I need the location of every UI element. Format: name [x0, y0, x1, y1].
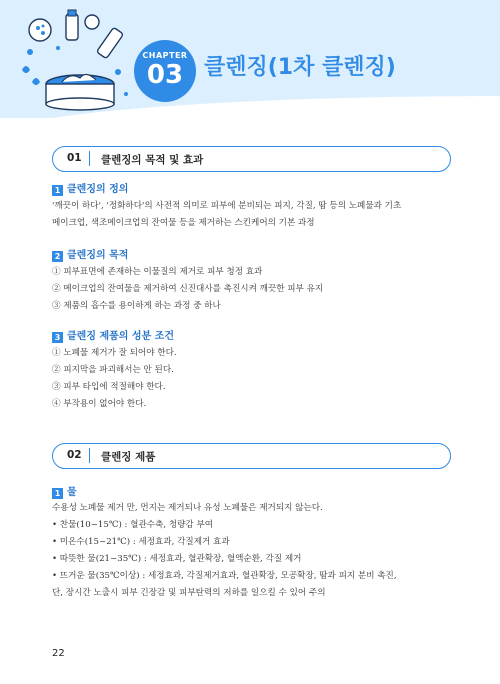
body-line: 메이크업, 색조메이크업의 잔여물 등을 제거하는 스킨케어의 기본 과정 — [52, 218, 315, 228]
list-item: ② 피지막을 파괴해서는 안 된다. — [52, 365, 174, 375]
list-item: • 뜨거운 물(35℃이상) : 세정효과, 각질제거효과, 혈관확장, 모공확장, 땀과 피지 분비 촉진, — [52, 571, 397, 581]
page-number: 22 — [52, 648, 65, 659]
chapter-title: 클렌징(1차 클렌징) — [204, 55, 396, 80]
list-item-continuation: 단, 장시간 노출시 피부 긴장감 및 피부탄력의 저하를 일으킬 수 있어 주의 — [52, 588, 326, 598]
list-item: ③ 제품의 흡수를 용이하게 하는 과정 중 하나 — [52, 301, 221, 311]
subsection-title: 클렌징 제품의 성분 조건 — [67, 331, 175, 342]
list-item: ② 메이크업의 잔여물을 제거하여 신진대사를 촉진시켜 깨끗한 피부 유지 — [52, 284, 324, 294]
subsection-heading — [52, 246, 128, 262]
cosmetics-illustration — [18, 8, 136, 114]
list-item: • 따뜻한 물(21~35℃) : 세정효과, 혈관확장, 혈액순환, 각질 제거 — [52, 554, 302, 564]
section-title: 클렌징의 목적 및 효과 — [101, 154, 204, 166]
section-title: 클렌징 제품 — [101, 451, 156, 463]
subsection-number: 3 — [52, 332, 63, 343]
subsection-heading — [52, 327, 174, 343]
list-item: ① 피부표면에 존재하는 이물질의 제거로 피부 청정 효과 — [52, 267, 263, 277]
subsection-title: 클렌징의 정의 — [67, 184, 129, 195]
section-header-02 — [52, 443, 451, 469]
chapter-badge — [134, 40, 196, 102]
subsection-number: 1 — [52, 488, 63, 499]
chapter-number: 03 — [146, 60, 184, 90]
section-divider — [89, 448, 90, 463]
list-item: • 찬물(10~15℃) : 혈관수축, 청량감 부여 — [52, 520, 214, 530]
list-item: ③ 피부 타입에 적절해야 한다. — [52, 382, 166, 392]
body-line: '깨끗이 하다', '정화하다'의 사전적 의미로 피부에 분비되는 피지, 각질, 땀 등의 노폐물과 기초 — [52, 201, 402, 211]
section-number: 01 — [67, 152, 82, 164]
subsection-title: 물 — [67, 487, 77, 498]
subsection-number: 1 — [52, 185, 63, 196]
subsection-number: 2 — [52, 251, 63, 262]
list-item: • 미온수(15~21℃) : 세정효과, 각질제거 효과 — [52, 537, 230, 547]
subsection-title: 클렌징의 목적 — [67, 250, 129, 261]
subsection-heading — [52, 483, 77, 499]
subsection-heading — [52, 180, 128, 196]
section-header-01 — [52, 146, 451, 172]
chapter-label: CHAPTER — [142, 51, 188, 60]
list-item: ④ 부작용이 없어야 한다. — [52, 399, 147, 409]
section-number: 02 — [67, 449, 82, 461]
list-item: ① 노폐물 제거가 잘 되어야 한다. — [52, 348, 177, 358]
body-line: 수용성 노폐물 제거 만, 먼지는 제거되나 유성 노폐물은 제거되지 않는다. — [52, 503, 323, 513]
section-divider — [89, 151, 90, 166]
